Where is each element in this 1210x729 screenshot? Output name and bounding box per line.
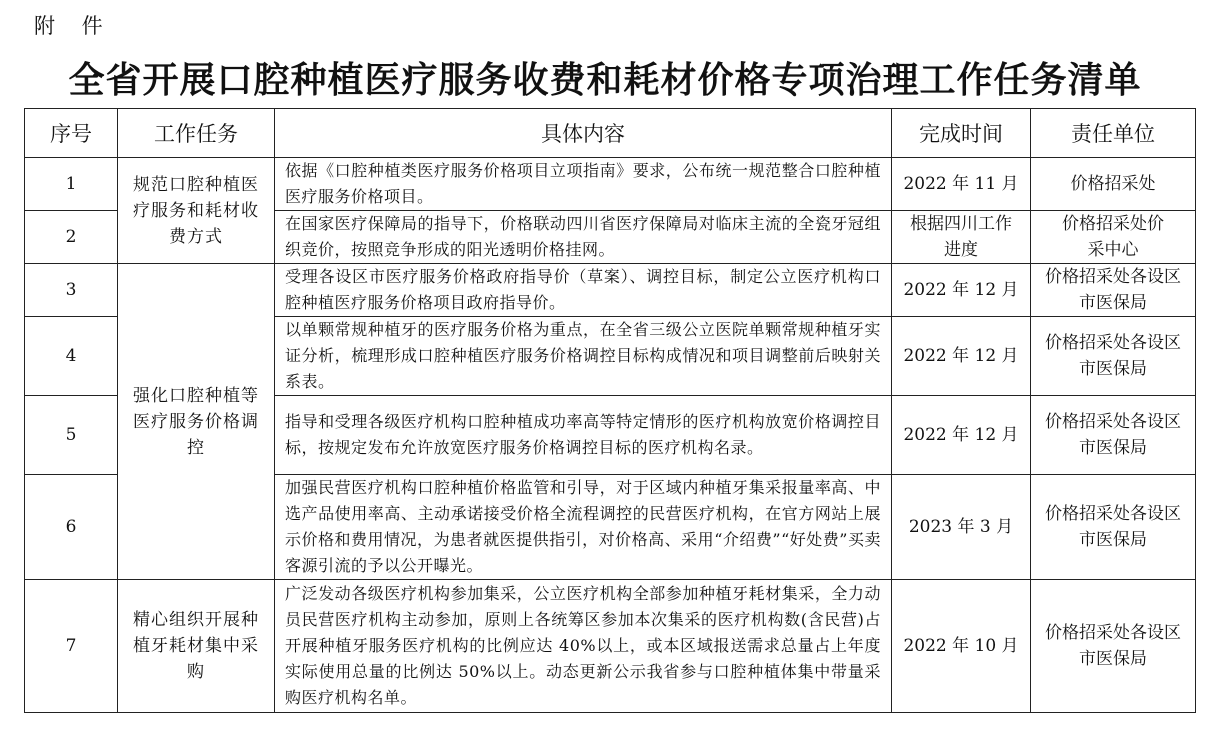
row-time: 2022 年 12 月 — [892, 317, 1031, 396]
row-number: 2 — [25, 211, 118, 264]
row-unit: 价格招采处各设区市医保局 — [1031, 396, 1196, 475]
header-task: 工作任务 — [118, 109, 275, 158]
row-unit: 价格招采处各设区市医保局 — [1031, 317, 1196, 396]
row-unit: 价格招采处 — [1031, 158, 1196, 211]
task-group: 强化口腔种植等医疗服务价格调控 — [118, 264, 275, 580]
row-content: 受理各设区市医疗服务价格政府指导价（草案）、调控目标，制定公立医疗机构口腔种植医疗服务价格项目政府指导价。 — [275, 264, 892, 317]
document-title: 全省开展口腔种植医疗服务收费和耗材价格专项治理工作任务清单 — [68, 60, 1142, 101]
attachment-label: 附 件 — [34, 14, 113, 38]
row-content: 在国家医疗保障局的指导下，价格联动四川省医疗保障局对临床主流的全瓷牙冠组织竞价，按照竞争形成的阳光透明价格挂网。 — [275, 211, 892, 264]
row-number: 5 — [25, 396, 118, 475]
header-time: 完成时间 — [892, 109, 1031, 158]
table-row — [25, 264, 1196, 317]
row-number: 7 — [25, 580, 118, 713]
header-no: 序号 — [25, 109, 118, 158]
row-unit: 价格招采处各设区市医保局 — [1031, 580, 1196, 713]
row-time: 2022 年 12 月 — [892, 396, 1031, 475]
row-number: 3 — [25, 264, 118, 317]
row-time: 2022 年 10 月 — [892, 580, 1031, 713]
row-unit: 价格招采处各设区市医保局 — [1031, 475, 1196, 580]
header-content: 具体内容 — [275, 109, 892, 158]
header-row — [25, 109, 1196, 158]
task-table — [24, 108, 1196, 713]
row-time: 2022 年 11 月 — [892, 158, 1031, 211]
row-content: 以单颗常规种植牙的医疗服务价格为重点，在全省三级公立医院单颗常规种植牙实证分析，梳理形成口腔种植医疗服务价格调控目标构成情况和项目调整前后映射关系表。 — [275, 317, 892, 396]
row-content: 广泛发动各级医疗机构参加集采，公立医疗机构全部参加种植牙耗材集采，全力动员民营医疗机构主动参加，原则上各统筹区参加本次集采的医疗机构数(含民营)占开展种植牙服务医疗机构的比例应达 40%以上，或本区域报送需求总量占上年度实际使用总量的比例达 50%以上。动态更新公示我省参与口腔种植体集中带量采购医疗机构名单。 — [275, 580, 892, 713]
row-content: 依据《口腔种植类医疗服务价格项目立项指南》要求，公布统一规范整合口腔种植医疗服务价格项目。 — [275, 158, 892, 211]
row-number: 6 — [25, 475, 118, 580]
table-row — [25, 580, 1196, 713]
row-unit: 价格招采处各设区市医保局 — [1031, 264, 1196, 317]
row-number: 1 — [25, 158, 118, 211]
row-number: 4 — [25, 317, 118, 396]
row-time: 2022 年 12 月 — [892, 264, 1031, 317]
row-content: 加强民营医疗机构口腔种植价格监管和引导，对于区域内种植牙集采报量率高、中选产品使用率高、主动承诺接受价格全流程调控的民营医疗机构，在官方网站上展示价格和费用情况，为患者就医提供指引，对价格高、采用“介绍费”“好处费”买卖客源引流的予以公开曝光。 — [275, 475, 892, 580]
header-unit: 责任单位 — [1031, 109, 1196, 158]
row-time: 根据四川工作进度 — [892, 211, 1031, 264]
table-row — [25, 158, 1196, 211]
row-time: 2023 年 3 月 — [892, 475, 1031, 580]
row-content: 指导和受理各级医疗机构口腔种植成功率高等特定情形的医疗机构放宽价格调控目标，按规定发布允许放宽医疗服务价格调控目标的医疗机构名录。 — [275, 396, 892, 475]
row-unit: 价格招采处价采中心 — [1031, 211, 1196, 264]
task-group: 规范口腔种植医疗服务和耗材收费方式 — [118, 158, 275, 264]
task-group: 精心组织开展种植牙耗材集中采购 — [118, 580, 275, 713]
